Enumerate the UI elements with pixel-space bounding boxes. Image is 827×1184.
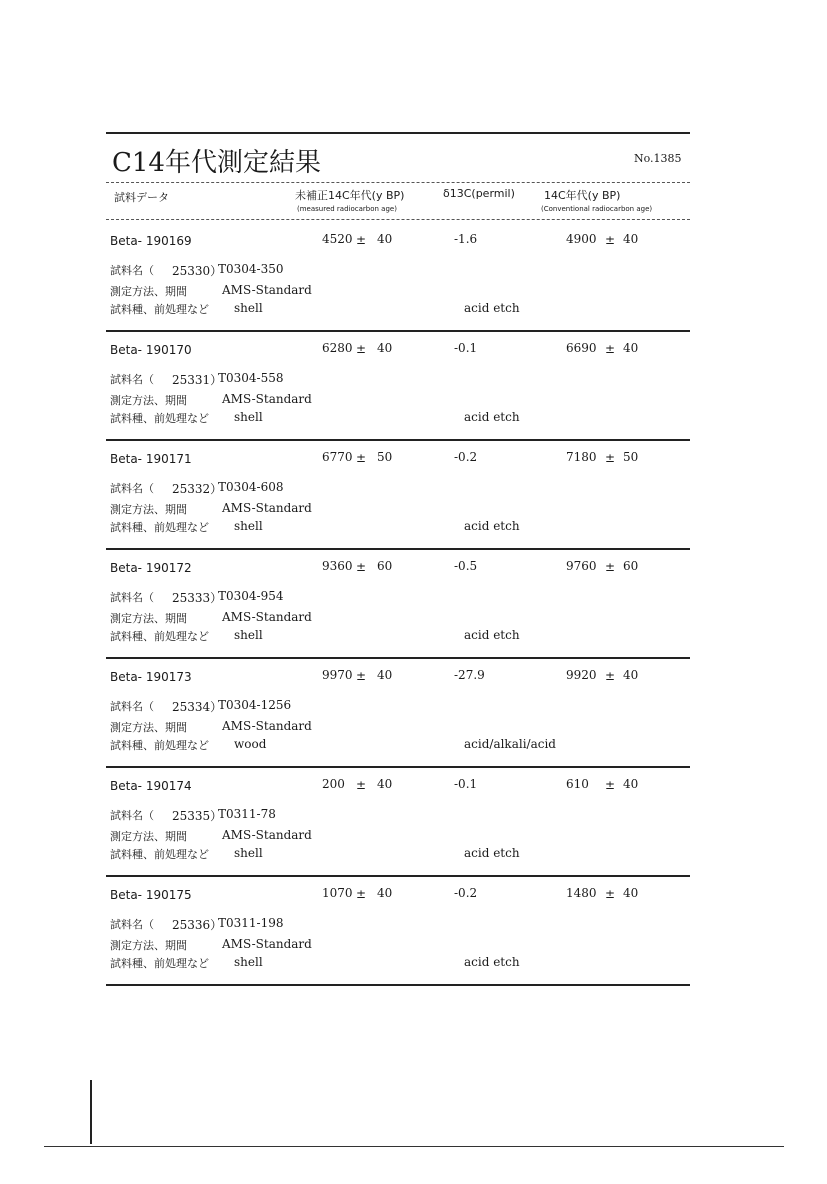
- sample-code: T0304-954: [218, 589, 284, 603]
- beta-id: Beta- 190169: [110, 234, 192, 248]
- measured-age: 6770: [322, 450, 353, 464]
- header-delta-13c: δ13C(permil): [443, 187, 515, 200]
- measured-pm: ±: [356, 451, 367, 465]
- sample-code: T0311-198: [218, 916, 284, 930]
- sample-code: T0304-558: [218, 371, 284, 385]
- pretreatment-value: acid etch: [464, 846, 520, 860]
- header-conventional-age: 14C年代(y BP): [544, 189, 621, 202]
- measured-pm: ±: [356, 560, 367, 574]
- conventional-error: 40: [623, 232, 639, 246]
- method-label: 測定方法、期間: [110, 612, 187, 625]
- sample-code: T0304-608: [218, 480, 284, 494]
- measured-error: 40: [377, 668, 393, 682]
- conventional-pm: ±: [605, 778, 616, 792]
- pretreatment-value: acid etch: [464, 301, 520, 315]
- measured-age: 200: [322, 777, 345, 791]
- material-value: shell: [234, 410, 263, 424]
- material-label: 試料種、前処理など: [110, 957, 209, 970]
- record-separator: [106, 875, 690, 877]
- measured-pm: ±: [356, 887, 367, 901]
- sample-name-label: 試料名（: [110, 373, 154, 386]
- sample-code: T0304-350: [218, 262, 284, 276]
- delta-13c-value: -0.2: [454, 886, 478, 900]
- conventional-error: 40: [623, 886, 639, 900]
- record-separator: [106, 766, 690, 768]
- sample-number: 25336）: [172, 918, 223, 932]
- conventional-age: 9920: [566, 668, 597, 682]
- header-measured-age: 未補正14C年代(y BP): [295, 189, 405, 202]
- conventional-pm: ±: [605, 887, 616, 901]
- method-value: AMS-Standard: [222, 392, 312, 406]
- sample-name-label: 試料名（: [110, 591, 154, 604]
- sample-name-label: 試料名（: [110, 809, 154, 822]
- measured-pm: ±: [356, 233, 367, 247]
- material-label: 試料種、前処理など: [110, 521, 209, 534]
- conventional-error: 60: [623, 559, 639, 573]
- measured-error: 40: [377, 232, 393, 246]
- material-value: shell: [234, 846, 263, 860]
- conventional-error: 50: [623, 450, 639, 464]
- pretreatment-value: acid etch: [464, 955, 520, 969]
- pretreatment-value: acid etch: [464, 410, 520, 424]
- conventional-error: 40: [623, 777, 639, 791]
- material-label: 試料種、前処理など: [110, 303, 209, 316]
- delta-13c-value: -1.6: [454, 232, 478, 246]
- method-value: AMS-Standard: [222, 283, 312, 297]
- header-conventional-age-sub: (Conventional radiocarbon age): [541, 205, 653, 213]
- pretreatment-value: acid etch: [464, 519, 520, 533]
- scan-edge-mark: [90, 1080, 92, 1144]
- measured-error: 60: [377, 559, 393, 573]
- beta-id: Beta- 190173: [110, 670, 192, 684]
- record-separator: [106, 330, 690, 332]
- delta-13c-value: -0.1: [454, 341, 478, 355]
- conventional-age: 7180: [566, 450, 597, 464]
- measured-age: 9970: [322, 668, 353, 682]
- conventional-pm: ±: [605, 451, 616, 465]
- conventional-age: 9760: [566, 559, 597, 573]
- document-number: No.1385: [634, 152, 682, 165]
- material-label: 試料種、前処理など: [110, 412, 209, 425]
- method-label: 測定方法、期間: [110, 503, 187, 516]
- scan-footer-line: [44, 1146, 784, 1147]
- measured-error: 40: [377, 886, 393, 900]
- method-value: AMS-Standard: [222, 719, 312, 733]
- method-value: AMS-Standard: [222, 501, 312, 515]
- method-label: 測定方法、期間: [110, 721, 187, 734]
- method-label: 測定方法、期間: [110, 394, 187, 407]
- conventional-error: 40: [623, 341, 639, 355]
- measured-pm: ±: [356, 669, 367, 683]
- conventional-pm: ±: [605, 560, 616, 574]
- beta-id: Beta- 190171: [110, 452, 192, 466]
- measured-age: 4520: [322, 232, 353, 246]
- top-rule: [106, 132, 690, 134]
- material-value: shell: [234, 519, 263, 533]
- sample-code: T0311-78: [218, 807, 276, 821]
- header-measured-age-sub: (measured radiocarbon age): [297, 205, 397, 213]
- sample-code: T0304-1256: [218, 698, 292, 712]
- sample-name-label: 試料名（: [110, 264, 154, 277]
- conventional-age: 610: [566, 777, 589, 791]
- record-separator: [106, 439, 690, 441]
- measured-age: 9360: [322, 559, 353, 573]
- beta-id: Beta- 190170: [110, 343, 192, 357]
- delta-13c-value: -27.9: [454, 668, 485, 682]
- sample-number: 25333）: [172, 591, 223, 605]
- measured-age: 1070: [322, 886, 353, 900]
- measured-age: 6280: [322, 341, 353, 355]
- header-sample-data: 試料データ: [114, 191, 169, 204]
- record-separator: [106, 984, 690, 986]
- beta-id: Beta- 190174: [110, 779, 192, 793]
- page-title: C14年代測定結果: [112, 148, 321, 178]
- conventional-pm: ±: [605, 669, 616, 683]
- header-top-rule: [106, 182, 690, 183]
- sample-name-label: 試料名（: [110, 918, 154, 931]
- sample-number: 25335）: [172, 809, 223, 823]
- beta-id: Beta- 190172: [110, 561, 192, 575]
- conventional-age: 6690: [566, 341, 597, 355]
- pretreatment-value: acid/alkali/acid: [464, 737, 556, 751]
- material-value: shell: [234, 955, 263, 969]
- delta-13c-value: -0.1: [454, 777, 478, 791]
- measured-pm: ±: [356, 342, 367, 356]
- method-value: AMS-Standard: [222, 828, 312, 842]
- conventional-pm: ±: [605, 342, 616, 356]
- sample-name-label: 試料名（: [110, 482, 154, 495]
- method-value: AMS-Standard: [222, 937, 312, 951]
- measured-error: 40: [377, 777, 393, 791]
- sample-number: 25334）: [172, 700, 223, 714]
- material-value: shell: [234, 301, 263, 315]
- record-separator: [106, 548, 690, 550]
- sample-number: 25331）: [172, 373, 223, 387]
- sample-name-label: 試料名（: [110, 700, 154, 713]
- method-label: 測定方法、期間: [110, 285, 187, 298]
- conventional-error: 40: [623, 668, 639, 682]
- conventional-pm: ±: [605, 233, 616, 247]
- method-label: 測定方法、期間: [110, 939, 187, 952]
- delta-13c-value: -0.2: [454, 450, 478, 464]
- pretreatment-value: acid etch: [464, 628, 520, 642]
- conventional-age: 1480: [566, 886, 597, 900]
- beta-id: Beta- 190175: [110, 888, 192, 902]
- material-value: shell: [234, 628, 263, 642]
- measured-error: 50: [377, 450, 393, 464]
- sample-number: 25332）: [172, 482, 223, 496]
- material-label: 試料種、前処理など: [110, 630, 209, 643]
- material-label: 試料種、前処理など: [110, 848, 209, 861]
- material-label: 試料種、前処理など: [110, 739, 209, 752]
- record-separator: [106, 657, 690, 659]
- sample-number: 25330）: [172, 264, 223, 278]
- measured-pm: ±: [356, 778, 367, 792]
- delta-13c-value: -0.5: [454, 559, 478, 573]
- header-bottom-rule: [106, 219, 690, 220]
- material-value: wood: [234, 737, 267, 751]
- method-label: 測定方法、期間: [110, 830, 187, 843]
- conventional-age: 4900: [566, 232, 597, 246]
- method-value: AMS-Standard: [222, 610, 312, 624]
- measured-error: 40: [377, 341, 393, 355]
